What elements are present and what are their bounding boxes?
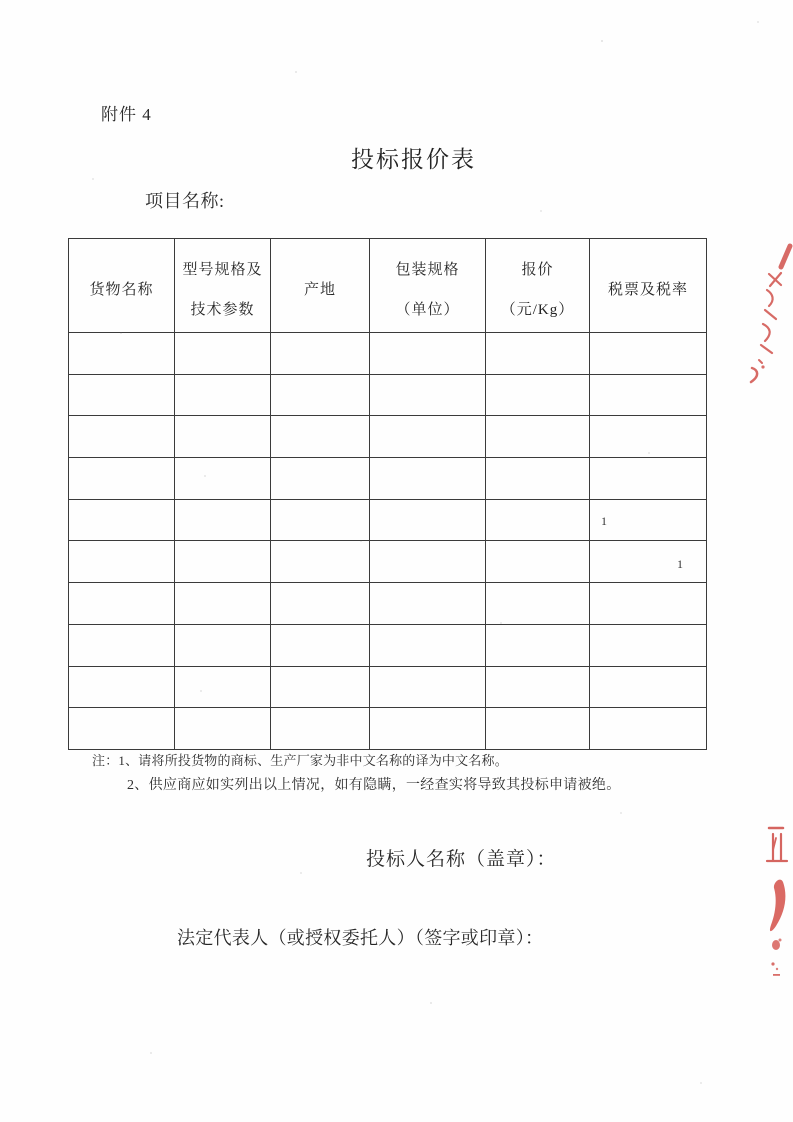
table-header-row bbox=[69, 239, 707, 333]
header-goods-name bbox=[69, 239, 175, 333]
header-quote-price bbox=[486, 239, 590, 333]
table-cell bbox=[370, 666, 486, 708]
header-packaging-spec bbox=[370, 239, 486, 333]
page-title: 投标报价表 bbox=[351, 147, 476, 172]
table-cell bbox=[590, 499, 707, 541]
table-cell bbox=[69, 708, 175, 750]
table-cell bbox=[175, 541, 271, 583]
table-cell bbox=[175, 499, 271, 541]
table-cell bbox=[175, 583, 271, 625]
table-cell bbox=[486, 624, 590, 666]
table-cell bbox=[590, 708, 707, 750]
note-line-1: 注：1、请将所投货物的商标、生产厂家为非中文名称的译为中文名称。 bbox=[92, 753, 508, 768]
table-row bbox=[69, 666, 707, 708]
table-cell bbox=[271, 333, 370, 375]
table-cell bbox=[175, 666, 271, 708]
table-cell bbox=[590, 541, 707, 583]
table-cell bbox=[271, 416, 370, 458]
table-cell bbox=[175, 416, 271, 458]
table-cell bbox=[69, 583, 175, 625]
table-cell bbox=[486, 708, 590, 750]
table-cell bbox=[370, 624, 486, 666]
red-stamp-fragment-icon bbox=[762, 818, 793, 978]
header-line: （元/Kg） bbox=[500, 302, 575, 318]
table-cell bbox=[69, 624, 175, 666]
table-cell bbox=[486, 541, 590, 583]
scan-noise bbox=[0, 0, 2, 2]
table-cell bbox=[175, 333, 271, 375]
table-cell bbox=[271, 374, 370, 416]
table-row bbox=[69, 624, 707, 666]
bidder-name-seal-label: 投标人名称（盖章）： bbox=[366, 849, 557, 870]
table-cell bbox=[590, 583, 707, 625]
table-cell bbox=[370, 708, 486, 750]
table-cell bbox=[175, 374, 271, 416]
table-cell bbox=[486, 666, 590, 708]
table-cell bbox=[271, 624, 370, 666]
table-cell bbox=[486, 416, 590, 458]
header-line: 报价 bbox=[521, 262, 554, 278]
table-cell bbox=[271, 458, 370, 500]
header-model-specs bbox=[175, 239, 271, 333]
table-cell bbox=[370, 541, 486, 583]
table-cell bbox=[370, 583, 486, 625]
quote-table bbox=[68, 238, 707, 750]
table-cell bbox=[69, 416, 175, 458]
table-cell bbox=[590, 458, 707, 500]
table-cell bbox=[69, 458, 175, 500]
table-cell bbox=[69, 333, 175, 375]
table-cell bbox=[590, 333, 707, 375]
scan-artifact-digit: 1 bbox=[677, 557, 683, 571]
table-cell bbox=[486, 333, 590, 375]
header-origin bbox=[271, 239, 370, 333]
table-cell bbox=[271, 708, 370, 750]
table-cell bbox=[175, 624, 271, 666]
table-cell bbox=[590, 624, 707, 666]
header-line: （单位） bbox=[395, 302, 460, 318]
table-row bbox=[69, 499, 707, 541]
quote-table-body bbox=[69, 333, 707, 750]
table-row bbox=[69, 541, 707, 583]
legal-representative-label: 法定代表人（或授权委托人）（签字或印章）： bbox=[177, 928, 544, 948]
table-cell bbox=[370, 333, 486, 375]
scan-artifact-digit: 1 bbox=[601, 514, 607, 528]
red-seal-scribble-icon bbox=[746, 240, 793, 388]
note-line-2: 2、供应商应如实列出以上情况，如有隐瞒，一经查实将导致其投标申请被绝。 bbox=[127, 778, 621, 793]
table-cell bbox=[271, 583, 370, 625]
table-row bbox=[69, 416, 707, 458]
table-cell bbox=[370, 416, 486, 458]
table-cell bbox=[590, 374, 707, 416]
table-row bbox=[69, 458, 707, 500]
header-line: 产地 bbox=[303, 282, 336, 298]
table-row bbox=[69, 374, 707, 416]
table-row bbox=[69, 333, 707, 375]
table-cell bbox=[175, 458, 271, 500]
header-line: 货物名称 bbox=[89, 282, 154, 298]
table-cell bbox=[69, 499, 175, 541]
table-cell bbox=[590, 416, 707, 458]
table-cell bbox=[370, 458, 486, 500]
table-cell bbox=[590, 666, 707, 708]
project-name-label: 项目名称: bbox=[145, 191, 225, 211]
table-row bbox=[69, 583, 707, 625]
table-cell bbox=[486, 458, 590, 500]
header-tax-invoice-rate bbox=[590, 239, 707, 333]
table-row bbox=[69, 708, 707, 750]
table-cell bbox=[486, 374, 590, 416]
header-line: 技术参数 bbox=[190, 302, 255, 318]
table-cell bbox=[69, 666, 175, 708]
table-cell bbox=[175, 708, 271, 750]
table-cell bbox=[271, 666, 370, 708]
table-cell bbox=[69, 541, 175, 583]
header-line: 税票及税率 bbox=[607, 282, 688, 298]
table-cell bbox=[370, 374, 486, 416]
attachment-label: 附件 4 bbox=[101, 105, 152, 124]
header-line: 型号规格及 bbox=[182, 262, 263, 278]
table-cell bbox=[271, 499, 370, 541]
table-cell bbox=[486, 583, 590, 625]
table-cell bbox=[69, 374, 175, 416]
table-cell bbox=[271, 541, 370, 583]
header-line: 包装规格 bbox=[395, 262, 460, 278]
table-cell bbox=[486, 499, 590, 541]
table-cell bbox=[370, 499, 486, 541]
